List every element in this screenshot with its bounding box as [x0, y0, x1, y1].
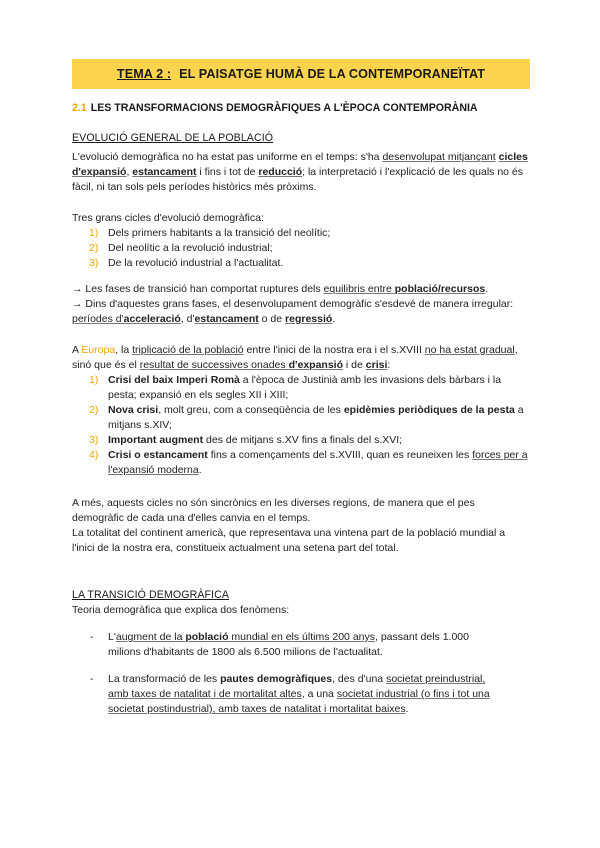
- subheading-evolucio: EVOLUCIÓ GENERAL DE LA POBLACIÓ: [72, 132, 274, 144]
- text-run: , molt greu, com a conseqüència de les: [158, 404, 344, 416]
- text-run: societat industrial (o fins i tot una societat postindustrial), amb taxes de natalitat i mortalitat baixes: [108, 688, 490, 715]
- list-marker: 3): [89, 257, 99, 269]
- text-run: → Les fases de transició han comportat ruptures dels: [72, 283, 324, 295]
- text-run: estancament: [132, 166, 197, 178]
- text-run: Crisi o estancament: [108, 449, 208, 461]
- paragraph-transicio-fases: [72, 282, 528, 327]
- text-run: .: [485, 283, 489, 295]
- section-heading: [72, 101, 478, 116]
- text-run: a mitjans s.XIV;: [108, 404, 524, 431]
- list-marker: 2): [89, 242, 99, 254]
- paragraph-evolucio: [72, 150, 528, 195]
- text-run: població/recursos: [394, 283, 486, 295]
- text-run: i de: [343, 359, 366, 371]
- text-run: , d': [180, 313, 195, 325]
- text-run: .: [198, 464, 202, 476]
- text-run: Crisi del baix Imperi Romà: [108, 374, 240, 386]
- text-run: i fins i tot de: [196, 166, 259, 178]
- text-run: equilibris entre: [323, 283, 395, 295]
- text-run: entre l'inici de la nostra era i el s.XVIII: [243, 344, 425, 356]
- text-run: reducció: [258, 166, 303, 178]
- text-run: regressió: [285, 313, 333, 325]
- section-text: LES TRANSFORMACIONS DEMOGRÀFIQUES A L'ÈPOCA CONTEMPORÀNIA: [90, 102, 478, 114]
- text-run: desenvolupat mitjançant: [382, 151, 496, 163]
- text-run: , a una: [301, 688, 337, 700]
- list-item-text: Del neolític a la revolució industrial;: [108, 242, 273, 254]
- list-marker: -: [90, 631, 94, 643]
- text-run: Important augment: [108, 434, 204, 446]
- text-run: L': [108, 631, 116, 643]
- text-run: d'expansió: [288, 359, 343, 371]
- paragraph-america: La totalitat del continent americà, que representava una vintena part de la població mundial a l'inici de la nostra era, constitueix actualment una setena part del total.: [72, 527, 506, 554]
- list-marker: -: [90, 673, 94, 685]
- title-banner: [72, 59, 530, 89]
- paragraph-sincronia: A més, aquests cicles no són sincrònics en les diverses regions, de manera que el pes demogràfic de cada una d'elles canvia en el temps.: [72, 497, 475, 524]
- text-run: ; la interpretació i l'explicació de les quals no és fàcil, ni tan sols pels períodes històrics més pròxims.: [72, 166, 523, 193]
- paragraph-cicles-intro: Tres grans cicles d'evolució demogràfica:: [72, 212, 264, 224]
- text-run: estancament: [194, 313, 259, 325]
- list-marker: 3): [89, 434, 99, 446]
- text-run: població: [185, 631, 229, 643]
- text-run: períodes d': [72, 313, 124, 325]
- list-marker: 1): [89, 227, 99, 239]
- text-run: des de mitjans s.XV fins a finals del s.XVI;: [203, 434, 403, 446]
- cycles-list: [72, 226, 528, 271]
- list-marker: 2): [89, 404, 99, 416]
- list-item-text: Dels primers habitants a la transició del neolític;: [108, 227, 331, 239]
- subheading-transicio: LA TRANSICIÓ DEMOGRÀFICA: [72, 589, 230, 601]
- title-number: TEMA 2 :: [116, 66, 172, 81]
- text-run: , sinó que és el: [72, 344, 518, 371]
- list-marker: 1): [89, 374, 99, 386]
- list-item: [72, 241, 528, 256]
- text-run: ,: [126, 166, 133, 178]
- text-run: .: [332, 313, 336, 325]
- text-run: augment de la: [115, 631, 186, 643]
- text-run: a l'època de Justinià amb les invasions dels bàrbars i la pesta; expansió en els segles XII i XIII;: [108, 374, 502, 401]
- text-run: resultat de successives onades: [139, 359, 289, 371]
- text-run: A: [72, 344, 82, 356]
- list-item: [72, 672, 502, 717]
- text-run: , passant dels 1.000 milions d'habitants de 1800 als 6.500 milions de l'actualitat.: [108, 631, 469, 658]
- list-item: [72, 448, 528, 478]
- title-text: EL PAISATGE HUMÀ DE LA CONTEMPORANEÏTAT: [179, 66, 486, 81]
- text-run: Nova crisi: [108, 404, 159, 416]
- text-run: fins a començaments del s.XVIII, quan es reuneixen les: [207, 449, 473, 461]
- text-run: :: [387, 359, 391, 371]
- paragraph-europa: [72, 343, 528, 373]
- paragraph-teoria: Teoria demogràfica que explica dos fenòmens:: [72, 604, 290, 616]
- phenomena-list: [72, 630, 502, 717]
- list-marker: 4): [89, 449, 99, 461]
- text-run: mundial en els últims 200 anys: [228, 631, 375, 643]
- text-run: , des d'una: [332, 673, 387, 685]
- list-item-text: De la revolució industrial a l'actualitat.: [108, 257, 284, 269]
- text-run: epidèmies periòdiques de la pesta: [343, 404, 515, 416]
- phases-list: [72, 373, 528, 478]
- text-run: → Dins d'aquestes grans fases, el desenvolupament demogràfic s'esdevé de manera irregular:: [72, 298, 514, 310]
- text-run: .: [405, 703, 409, 715]
- list-item: [72, 256, 528, 271]
- text-run: acceleració: [123, 313, 181, 325]
- section-number: 2.1: [72, 102, 87, 114]
- text-run: Europa: [81, 344, 116, 356]
- text-run: no ha estat gradual: [424, 344, 515, 356]
- text-run: triplicació de la població: [132, 344, 244, 356]
- text-run: cicles d'expansió: [72, 151, 528, 178]
- list-item: [72, 373, 528, 403]
- text-run: La transformació de les: [108, 673, 221, 685]
- text-run: , la: [115, 344, 133, 356]
- text-run: societat preindustrial, amb taxes de natalitat i de mortalitat altes: [108, 673, 486, 700]
- text-run: forces per a l'expansió moderna: [108, 449, 528, 476]
- list-item: [72, 630, 502, 660]
- text-run: pautes demogràfiques: [220, 673, 333, 685]
- text-run: L'evolució demogràfica no ha estat pas uniforme en el temps: s'ha: [72, 151, 383, 163]
- list-item: [72, 403, 528, 433]
- list-item: [72, 226, 528, 241]
- list-item: [72, 433, 528, 448]
- text-run: o de: [258, 313, 286, 325]
- text-run: crisi: [365, 359, 388, 371]
